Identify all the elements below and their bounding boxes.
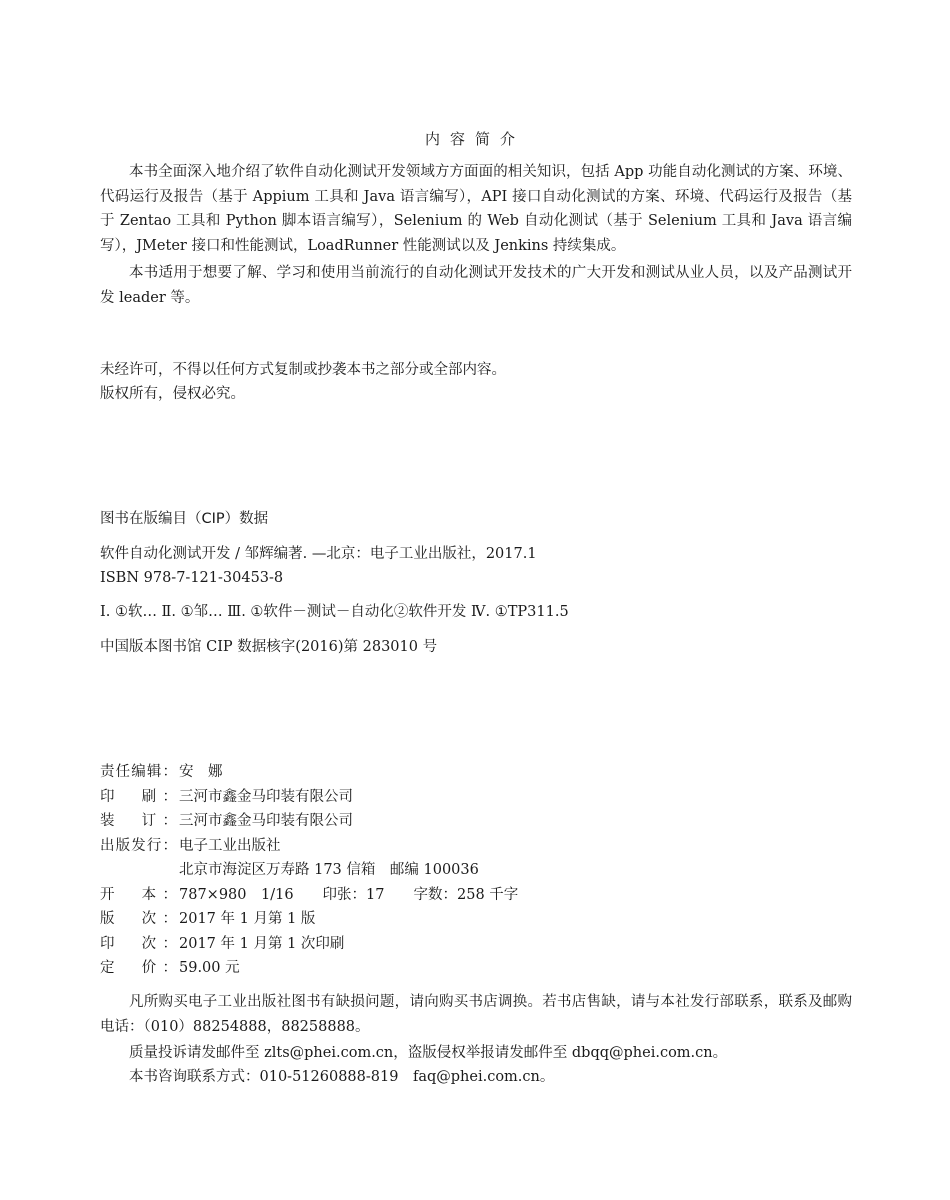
cip-title: 图书在版编目（CIP）数据 (100, 511, 269, 527)
cip-record-number: 中国版本图书馆 CIP 数据核字(2016)第 283010 号 (100, 639, 438, 655)
info-value: 安 娜 (179, 764, 223, 780)
info-value: 三河市鑫金马印装有限公司 (179, 813, 353, 829)
info-label: 版 次： (100, 911, 177, 927)
info-label: 开 本： (100, 886, 177, 903)
rights-reserved-notice: 版权所有，侵权必究。 (100, 386, 245, 402)
price-row (100, 956, 700, 981)
info-value: 787×980 1/16 印张：17 字数：258 千字 (179, 886, 519, 903)
info-label: 责任编辑： (100, 764, 177, 780)
info-value: 北京市海淀区万寿路 173 信箱 邮编 100036 (179, 862, 479, 878)
publication-info (100, 760, 700, 981)
summary-paragraph-1: 本书全面深入地介绍了软件自动化测试开发领域方方面面的相关知识，包括 App 功能自动化测试的方案、环境、代码运行及报告（基于 Appium 工具和 Java 语言编写），API 接口自动化测试的方案、环境、代码运行及报告（基于 Zentao 工具和 Python 脚本语言编写），Selenium 的 Web 自动化测试（基于 Selenium 工具和 Java 语言编写），JMeter 接口和性能测试，LoadRunner 性能测试以及 Jenkins 持续集成。 (100, 164, 852, 254)
info-value: 2017 年 1 月第 1 版 (179, 911, 316, 927)
info-label: 装 订： (100, 813, 177, 829)
contact-info-notice: 本书咨询联系方式：010-51260888-819 faq@phei.com.cn。 (129, 1069, 555, 1085)
summary-paragraph-2: 本书适用于想要了解、学习和使用当前流行的自动化测试开发技术的广大开发和测试从业人员，以及产品测试开发 leader 等。 (100, 265, 852, 306)
cip-isbn: ISBN 978-7-121-30453-8 (100, 570, 284, 586)
printer-row (100, 785, 700, 810)
info-value: 三河市鑫金马印装有限公司 (179, 788, 353, 805)
info-label: 定 价： (100, 960, 177, 976)
format-row (100, 883, 700, 908)
info-value: 59.00 元 (179, 960, 240, 976)
info-value: 电子工业出版社 (179, 837, 281, 854)
summary-title: 内容简介 (424, 130, 525, 148)
editor-row (100, 760, 700, 785)
info-label: 印 次： (100, 935, 177, 952)
cip-classification: Ⅰ. ①软… Ⅱ. ①邹… Ⅲ. ①软件－测试－自动化②软件开发 Ⅳ. ①TP311.5 (100, 604, 569, 620)
copyright-notice: 未经许可，不得以任何方式复制或抄袭本书之部分或全部内容。 (100, 362, 506, 378)
printing-row (100, 932, 700, 957)
defect-return-notice: 凡所购买电子工业出版社图书有缺损问题，请向购买书店调换。若书店售缺，请与本社发行部联系，联系及邮购电话：（010）88254888，88258888。 (100, 994, 852, 1035)
info-label: 印 刷： (100, 788, 177, 805)
info-value: 2017 年 1 月第 1 次印刷 (179, 935, 345, 952)
info-label: 出版发行： (100, 837, 177, 854)
publisher-address-row (100, 858, 700, 883)
complaint-email-notice: 质量投诉请发邮件至 zlts@phei.com.cn，盗版侵权举报请发邮件至 dbqq@phei.com.cn。 (129, 1045, 728, 1061)
publisher-row (100, 834, 700, 859)
binder-row (100, 809, 700, 834)
cip-bibliography: 软件自动化测试开发 / 邹辉编著. —北京：电子工业出版社，2017.1 (100, 546, 537, 562)
edition-row (100, 907, 700, 932)
